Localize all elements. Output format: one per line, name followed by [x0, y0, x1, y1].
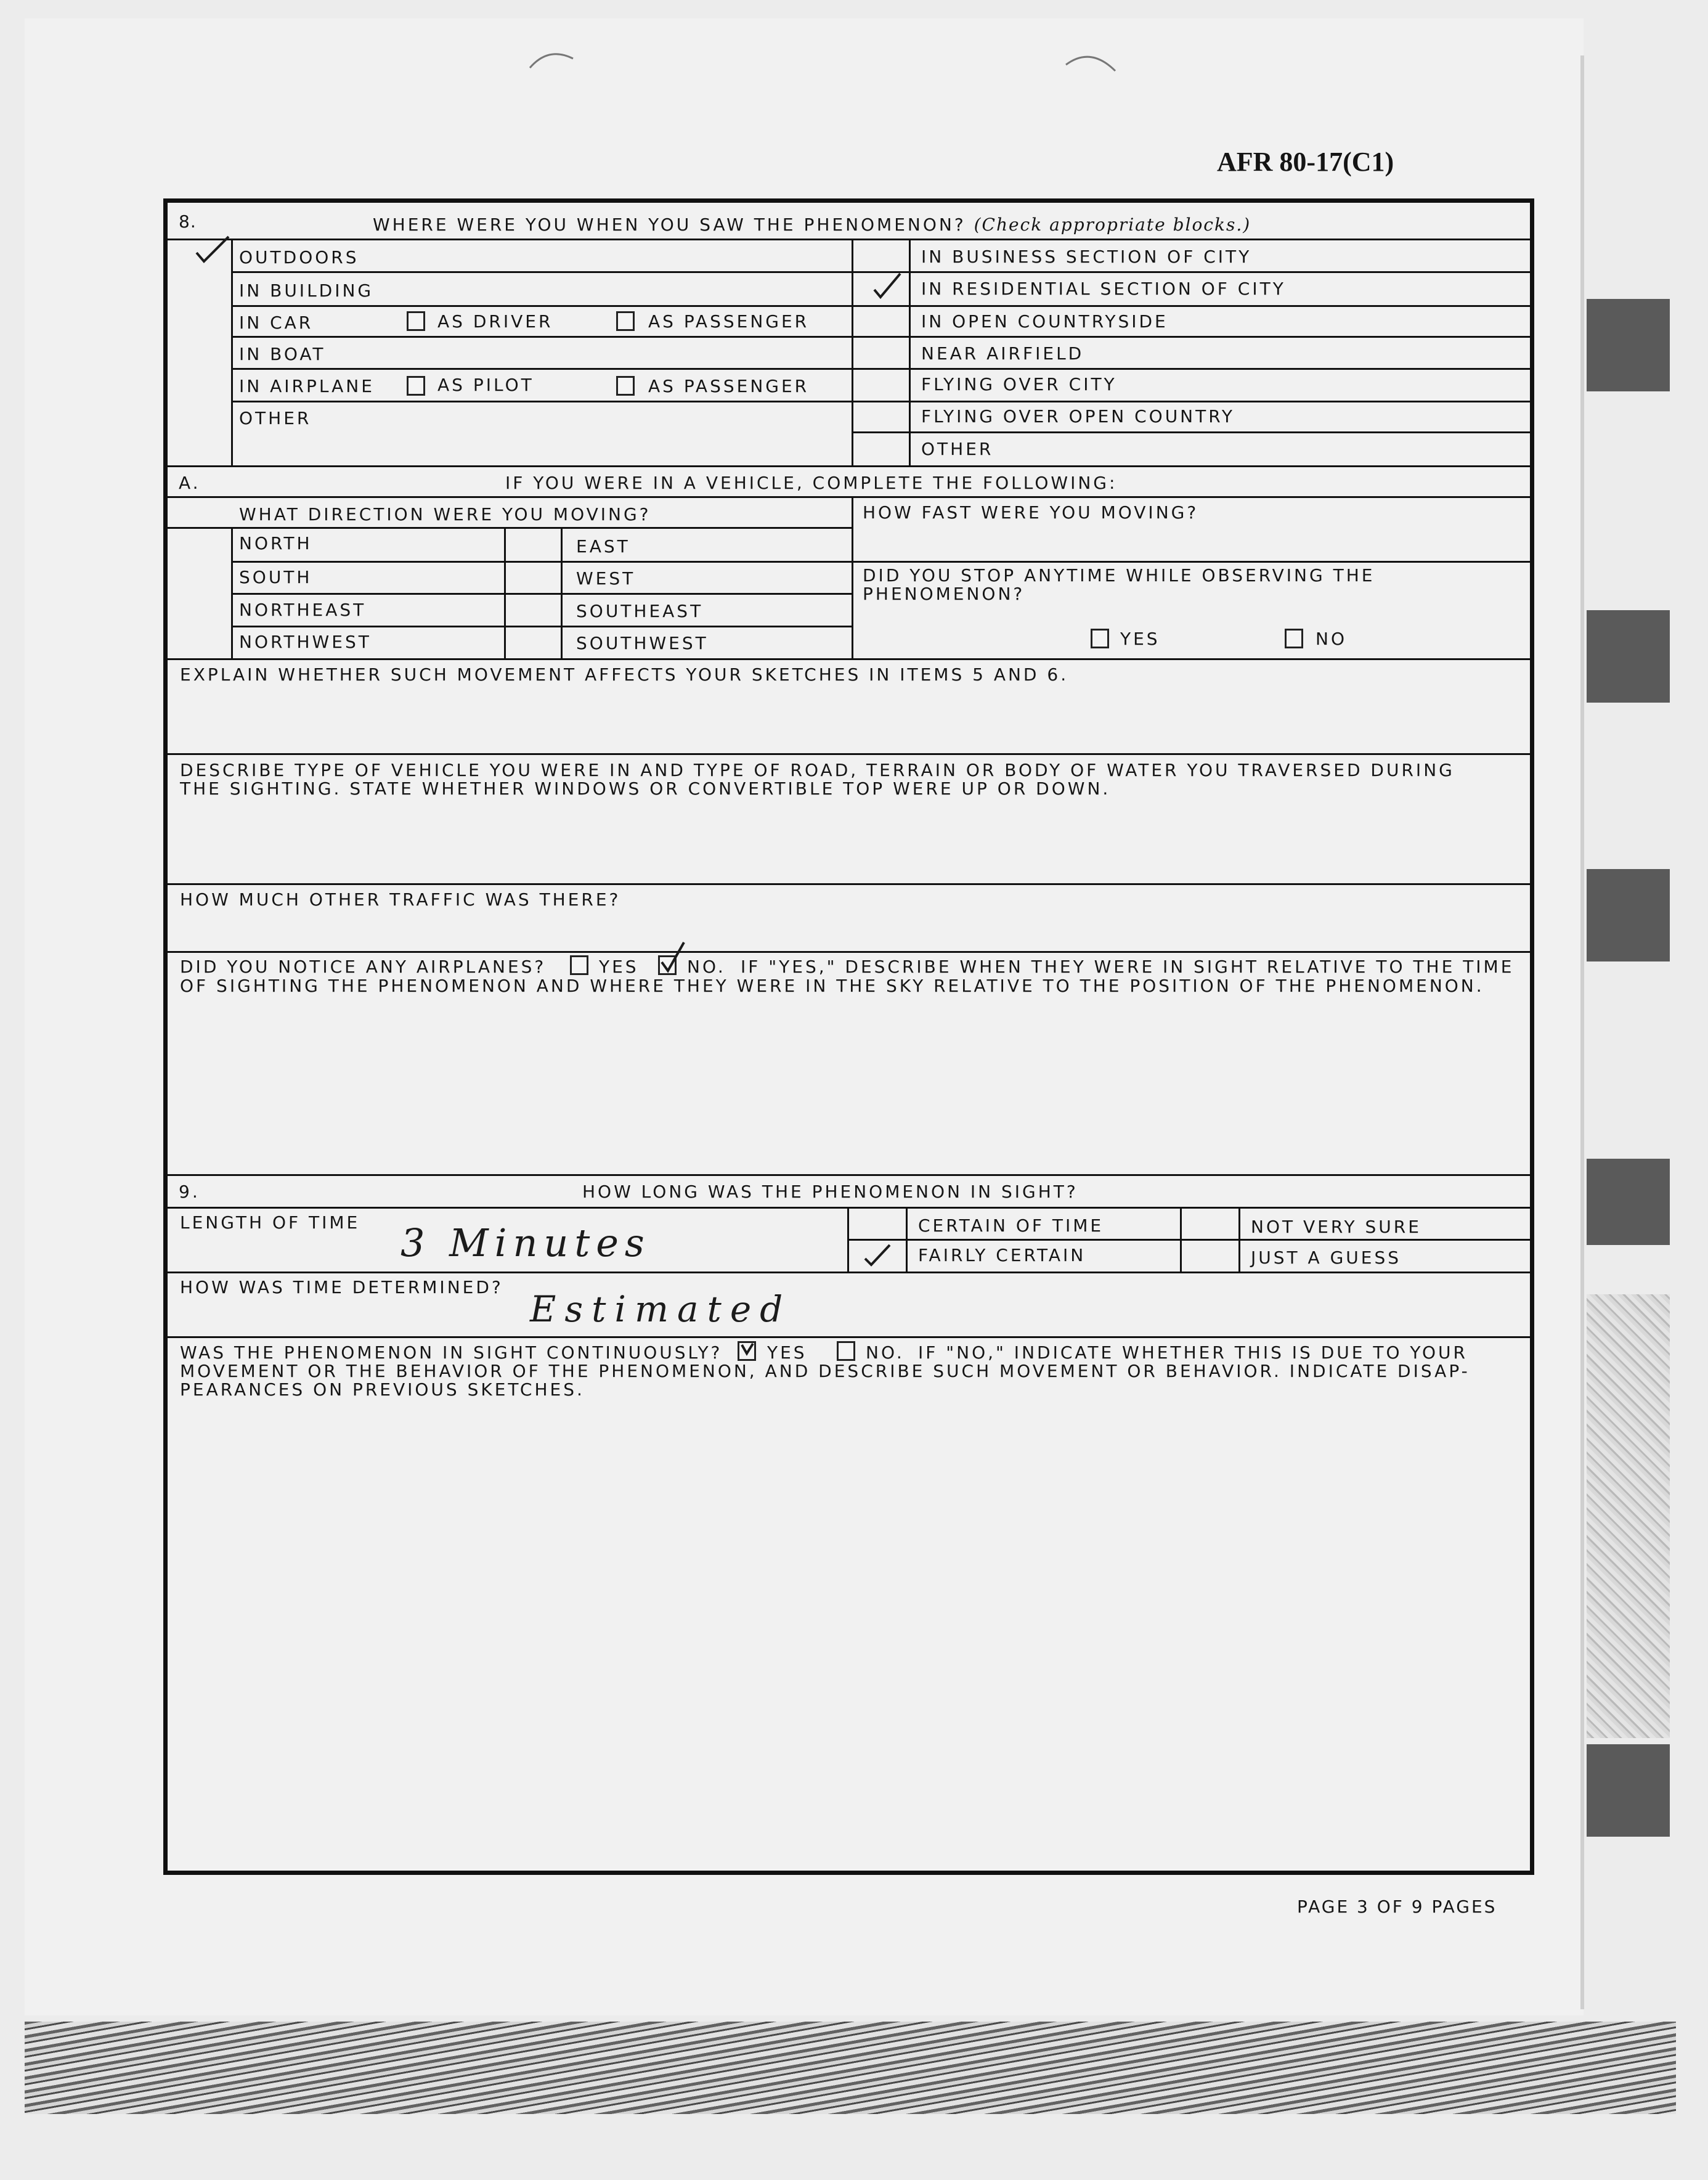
fairly-certain[interactable]: FAIRLY CERTAIN: [918, 1245, 1086, 1265]
option-near-airfield[interactable]: NEAR AIRFIELD: [921, 343, 1084, 364]
stop-no-label: NO: [1316, 629, 1347, 649]
traffic-question: HOW MUCH OTHER TRAFFIC WAS THERE?: [180, 889, 621, 910]
car-as-passenger-checkbox[interactable]: [616, 311, 635, 331]
option-in-car[interactable]: IN CAR: [239, 312, 314, 333]
check-mark-icon: [872, 270, 903, 301]
continuous-instruction: IF "NO," INDICATE WHETHER THIS IS DUE TO YOUR: [918, 1342, 1468, 1363]
dir-east[interactable]: EAST: [576, 536, 630, 557]
rule: [847, 1239, 1531, 1241]
option-in-building[interactable]: IN BUILDING: [239, 280, 374, 301]
stop-question-line2: PHENOMENON?: [863, 584, 1025, 604]
continuous-instruction-line3: PEARANCES ON PREVIOUS SKETCHES.: [180, 1379, 585, 1400]
option-other-right[interactable]: OTHER: [921, 439, 994, 459]
stop-question-line1: DID YOU STOP ANYTIME WHILE OBSERVING THE: [863, 565, 1375, 586]
rule: [231, 561, 853, 563]
continuous-no-checkbox[interactable]: [837, 1341, 855, 1361]
binding-mark-2: [1587, 610, 1670, 703]
option-other-left[interactable]: OTHER: [239, 408, 312, 428]
airplanes-no-label: NO.: [687, 957, 726, 977]
option-flying-over-city[interactable]: FLYING OVER CITY: [921, 374, 1117, 394]
section-a-title: IF YOU WERE IN A VEHICLE, COMPLETE THE FOLLOWING:: [505, 473, 1118, 493]
as-driver-label: AS DRIVER: [437, 311, 553, 332]
as-driver-checkbox[interactable]: [407, 311, 425, 331]
rule: [168, 951, 1531, 953]
section-8-question: [373, 214, 1251, 235]
rule: [231, 593, 853, 595]
option-open-countryside[interactable]: IN OPEN COUNTRYSIDE: [921, 311, 1168, 332]
section-8-instruction: (Check appropriate blocks.): [974, 214, 1251, 235]
car-as-passenger-label: AS PASSENGER: [648, 311, 810, 332]
section-9-number: 9.: [179, 1182, 200, 1202]
explain-movement-field[interactable]: [169, 687, 1528, 752]
rule: [231, 271, 853, 273]
rule: [231, 305, 853, 307]
page-number: PAGE 3 OF 9 PAGES: [1297, 1896, 1497, 1917]
binding-mark-5: [1587, 1744, 1670, 1837]
dir-southeast[interactable]: SOUTHEAST: [576, 601, 704, 621]
vehicle-description-line2: THE SIGHTING. STATE WHETHER WINDOWS OR CONVERTIBLE TOP WERE UP OR DOWN.: [180, 778, 1111, 799]
rule: [852, 561, 1531, 563]
airplanes-question: DID YOU NOTICE ANY AIRPLANES?: [180, 957, 547, 977]
not-very-sure[interactable]: NOT VERY SURE: [1251, 1217, 1421, 1237]
airplanes-instruction-line2: OF SIGHTING THE PHENOMENON AND WHERE THEY WERE IN THE SKY RELATIVE TO THE POSITION OF THE PHENOMENON.: [180, 976, 1484, 996]
airplanes-instruction: IF "YES," DESCRIBE WHEN THEY WERE IN SIGHT RELATIVE TO THE TIME: [741, 957, 1515, 977]
vehicle-description-field[interactable]: [169, 801, 1528, 881]
continuous-yes-label: YES: [767, 1342, 807, 1363]
certain-of-time[interactable]: CERTAIN OF TIME: [918, 1215, 1104, 1236]
section-9-title: HOW LONG WAS THE PHENOMENON IN SIGHT?: [582, 1182, 1078, 1202]
continuous-question: WAS THE PHENOMENON IN SIGHT CONTINUOUSLY?: [180, 1342, 723, 1363]
as-pilot-label: AS PILOT: [437, 375, 534, 395]
rule: [168, 1207, 1531, 1209]
rule: [168, 1336, 1531, 1338]
right-edge-strip: [1580, 55, 1584, 2009]
dir-southwest[interactable]: SOUTHWEST: [576, 633, 709, 653]
rule: [852, 368, 1531, 370]
stop-no-checkbox[interactable]: [1285, 629, 1303, 648]
rule: [231, 626, 853, 627]
traffic-field[interactable]: [169, 912, 1528, 949]
length-of-time-label: LENGTH OF TIME: [180, 1212, 360, 1233]
stop-yes-label: YES: [1120, 629, 1160, 649]
airplanes-yes-checkbox[interactable]: [570, 955, 588, 975]
time-determined-value[interactable]: Estimated: [530, 1288, 792, 1330]
section-a-letter: A.: [179, 473, 201, 493]
binding-mark-3: [1587, 869, 1670, 961]
stop-yes-checkbox[interactable]: [1091, 629, 1109, 648]
form-number: AFR 80-17(C1): [1217, 147, 1394, 177]
dir-northwest[interactable]: NORTHWEST: [239, 632, 372, 652]
rule: [168, 658, 1531, 660]
dir-northeast[interactable]: NORTHEAST: [239, 600, 367, 620]
vehicle-description-line1: DESCRIBE TYPE OF VEHICLE YOU WERE IN AND TYPE OF ROAD, TERRAIN OR BODY OF WATER YOU TRAVERSED DURING: [180, 760, 1455, 780]
airplane-as-passenger-checkbox[interactable]: [616, 376, 635, 396]
option-business-section[interactable]: IN BUSINESS SECTION OF CITY: [921, 247, 1252, 267]
continuous-no-label: NO.: [866, 1342, 905, 1363]
explain-movement: EXPLAIN WHETHER SUCH MOVEMENT AFFECTS YOUR SKETCHES IN ITEMS 5 AND 6.: [180, 664, 1069, 685]
direction-question: WHAT DIRECTION WERE YOU MOVING?: [239, 504, 651, 525]
divider: [231, 240, 233, 465]
section-8-title: WHERE WERE YOU WHEN YOU SAW THE PHENOMENON?: [373, 214, 966, 235]
option-in-boat[interactable]: IN BOAT: [239, 344, 326, 364]
rule: [168, 753, 1531, 755]
airplanes-yes-label: YES: [599, 957, 639, 977]
just-a-guess[interactable]: JUST A GUESS: [1251, 1247, 1402, 1268]
rule: [231, 401, 853, 402]
dir-north[interactable]: NORTH: [239, 533, 312, 553]
rule: [168, 1174, 1531, 1176]
rule: [852, 431, 1531, 433]
continuous-instruction-line2: MOVEMENT OR THE BEHAVIOR OF THE PHENOMENON, AND DESCRIBE SUCH MOVEMENT OR BEHAVIOR. INDICATE DISAP-: [180, 1361, 1470, 1381]
time-determined-label: HOW WAS TIME DETERMINED?: [180, 1277, 503, 1297]
rule: [852, 271, 1531, 273]
rule: [168, 465, 1531, 467]
check-mark-icon: [863, 1240, 893, 1267]
option-residential-section[interactable]: IN RESIDENTIAL SECTION OF CITY: [921, 279, 1286, 299]
length-of-time-value[interactable]: 3 Minutes: [401, 1220, 651, 1265]
section-8-number: 8.: [179, 211, 197, 232]
rule: [852, 401, 1531, 402]
rule: [168, 883, 1531, 885]
check-mark-icon: [739, 1341, 755, 1358]
divider: [852, 497, 853, 659]
rule: [852, 336, 1531, 338]
as-pilot-checkbox[interactable]: [407, 376, 425, 396]
binding-mark-1: [1587, 299, 1670, 391]
continuous-answer-field[interactable]: [169, 1402, 1528, 1868]
check-mark-icon: [194, 234, 231, 265]
binding-mark-4: [1587, 1159, 1670, 1245]
speed-question: HOW FAST WERE YOU MOVING?: [863, 502, 1199, 523]
rule: [231, 368, 853, 370]
rule: [852, 305, 1531, 307]
punch-hole-marks: [524, 43, 1140, 80]
option-in-airplane[interactable]: IN AIRPLANE: [239, 376, 375, 396]
option-outdoors[interactable]: OUTDOORS: [239, 247, 359, 267]
option-flying-over-open-country[interactable]: FLYING OVER OPEN COUNTRY: [921, 406, 1235, 427]
rule: [168, 1272, 1531, 1273]
airplane-as-passenger-label: AS PASSENGER: [648, 376, 810, 396]
bottom-scan-band: [25, 2022, 1676, 2114]
check-mark-icon: [659, 940, 687, 977]
binding-speckle: [1587, 1294, 1670, 1738]
dir-west[interactable]: WEST: [576, 568, 636, 589]
rule: [168, 496, 1531, 498]
dir-south[interactable]: SOUTH: [239, 567, 312, 587]
rule: [168, 527, 853, 529]
rule: [231, 336, 853, 338]
rule: [168, 239, 1531, 240]
airplanes-answer-field[interactable]: [169, 998, 1528, 1171]
